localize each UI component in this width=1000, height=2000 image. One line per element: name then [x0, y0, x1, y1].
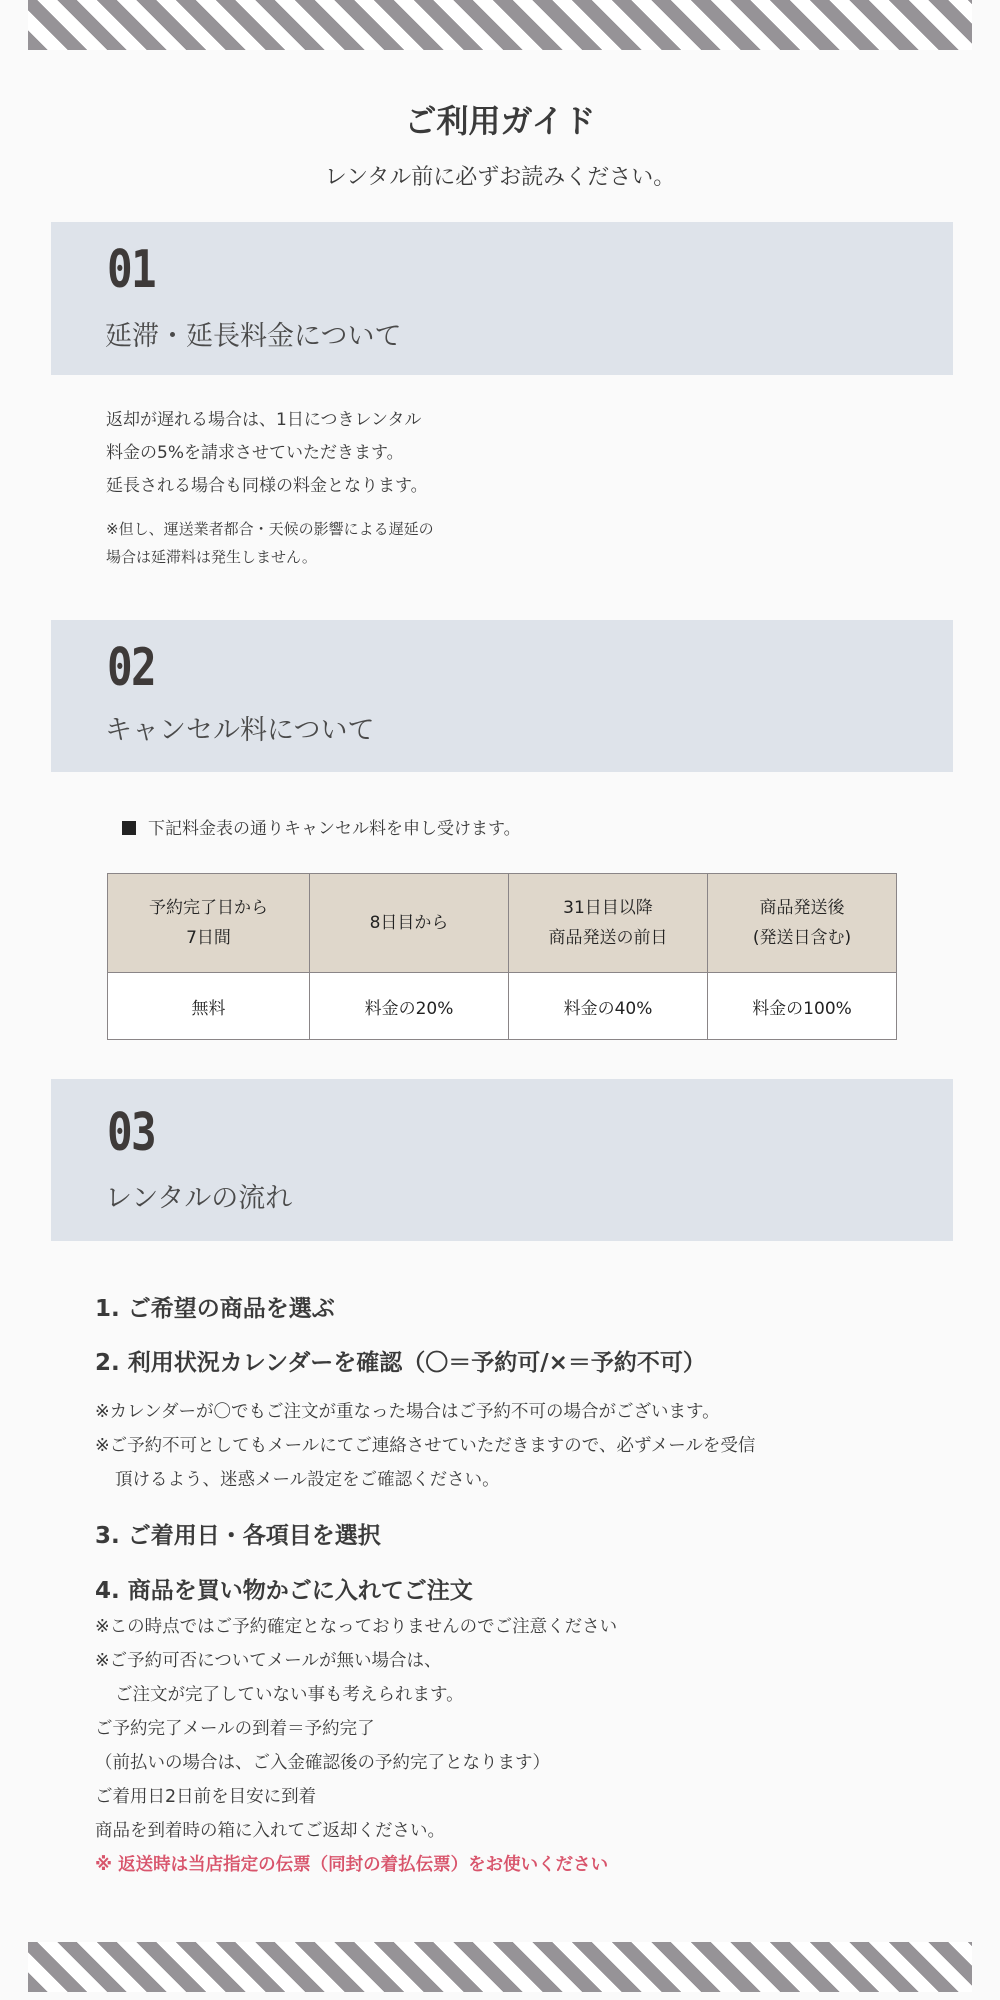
note-line: ※この時点ではご予約確定となっておりませんのでご注意ください [95, 1617, 618, 1637]
note-line: ※カレンダーが〇でもご注文が重なった場合はご予約不可の場合がございます。 [95, 1402, 720, 1422]
section-number: 02 [107, 638, 156, 698]
late-fee-note [106, 515, 434, 571]
table-header-cell [310, 874, 509, 973]
header-line: 8日目から [369, 913, 449, 933]
table-header-cell [509, 874, 708, 973]
text-line: ※但し、運送業者都合・天候の影響による遅延の [106, 520, 434, 538]
text-line: 返却が遅れる場合は、1日につきレンタル [106, 410, 422, 430]
note-line: ※ご予約不可としてもメールにてご連絡させていただきますので、必ずメールを受信 [95, 1436, 756, 1456]
table-cell: 無料 [108, 973, 310, 1040]
cancel-fee-table [107, 873, 897, 1040]
section-number: 03 [107, 1103, 156, 1163]
note-line: ご注文が完了していない事も考えられます。 [115, 1685, 464, 1705]
return-slip-warning: ※ 返送時は当店指定の伝票（同封の着払伝票）をお使いください [95, 1855, 609, 1875]
text-line: 料金の5%を請求させていただきます。 [106, 443, 404, 463]
section-02-header [51, 620, 953, 772]
header-line: (発送日含む) [752, 928, 852, 948]
header-line: 31日目以降 [563, 898, 653, 918]
flow-step: 2. 利用状況カレンダーを確認（〇＝予約可/×＝予約不可） [95, 1350, 706, 1376]
section-03-header [51, 1079, 953, 1241]
page-subtitle: レンタル前に必ずお読みください。 [324, 165, 676, 190]
table-cell: 料金の20% [310, 973, 509, 1040]
flow-step: 4. 商品を買い物かごに入れてご注文 [95, 1578, 473, 1604]
table-row [108, 973, 897, 1040]
header-line: 商品発送後 [759, 898, 845, 918]
text-line: 場合は延滞料は発生しません。 [106, 548, 317, 566]
note-line: 頂けるよう、迷惑メール設定をご確認ください。 [115, 1470, 500, 1490]
note-line: ご予約完了メールの到着＝予約完了 [95, 1719, 375, 1739]
table-header-cell [708, 874, 897, 973]
table-header-cell [108, 874, 310, 973]
section-title: キャンセル料について [105, 715, 375, 746]
flow-step: 3. ご着用日・各項目を選択 [95, 1523, 381, 1549]
note-line: （前払いの場合は、ご入金確認後の予約完了となります） [95, 1753, 550, 1773]
page-title: ご利用ガイド [404, 102, 596, 140]
table-cell: 料金の100% [708, 973, 897, 1040]
step4-notes [95, 1610, 617, 1882]
note-line: ご着用日2日前を目安に到着 [95, 1787, 317, 1807]
square-bullet-icon [122, 821, 136, 835]
top-stripe-border [28, 0, 972, 50]
text-line: 延長される場合も同様の料金となります。 [106, 476, 428, 496]
cancel-lead-text: 下記料金表の通りキャンセル料を申し受けます。 [148, 819, 521, 839]
cancel-lead [122, 814, 521, 839]
header-line: 商品発送の前日 [548, 928, 668, 948]
header-line: 予約完了日から [149, 898, 268, 918]
section-number: 01 [107, 240, 156, 300]
table-header-row [108, 874, 897, 973]
table-cell: 料金の40% [509, 973, 708, 1040]
late-fee-text [106, 404, 428, 503]
section-01-header [51, 222, 953, 375]
section-title: 延滞・延長料金について [105, 321, 402, 352]
section-title: レンタルの流れ [105, 1183, 293, 1214]
bottom-stripe-border [28, 1942, 972, 1992]
note-line: ※ご予約可否についてメールが無い場合は、 [95, 1651, 442, 1671]
step2-notes [95, 1395, 755, 1497]
note-line: 商品を到着時の箱に入れてご返却ください。 [95, 1821, 445, 1841]
flow-step: 1. ご希望の商品を選ぶ [95, 1296, 335, 1322]
header-line: 7日間 [186, 928, 231, 948]
